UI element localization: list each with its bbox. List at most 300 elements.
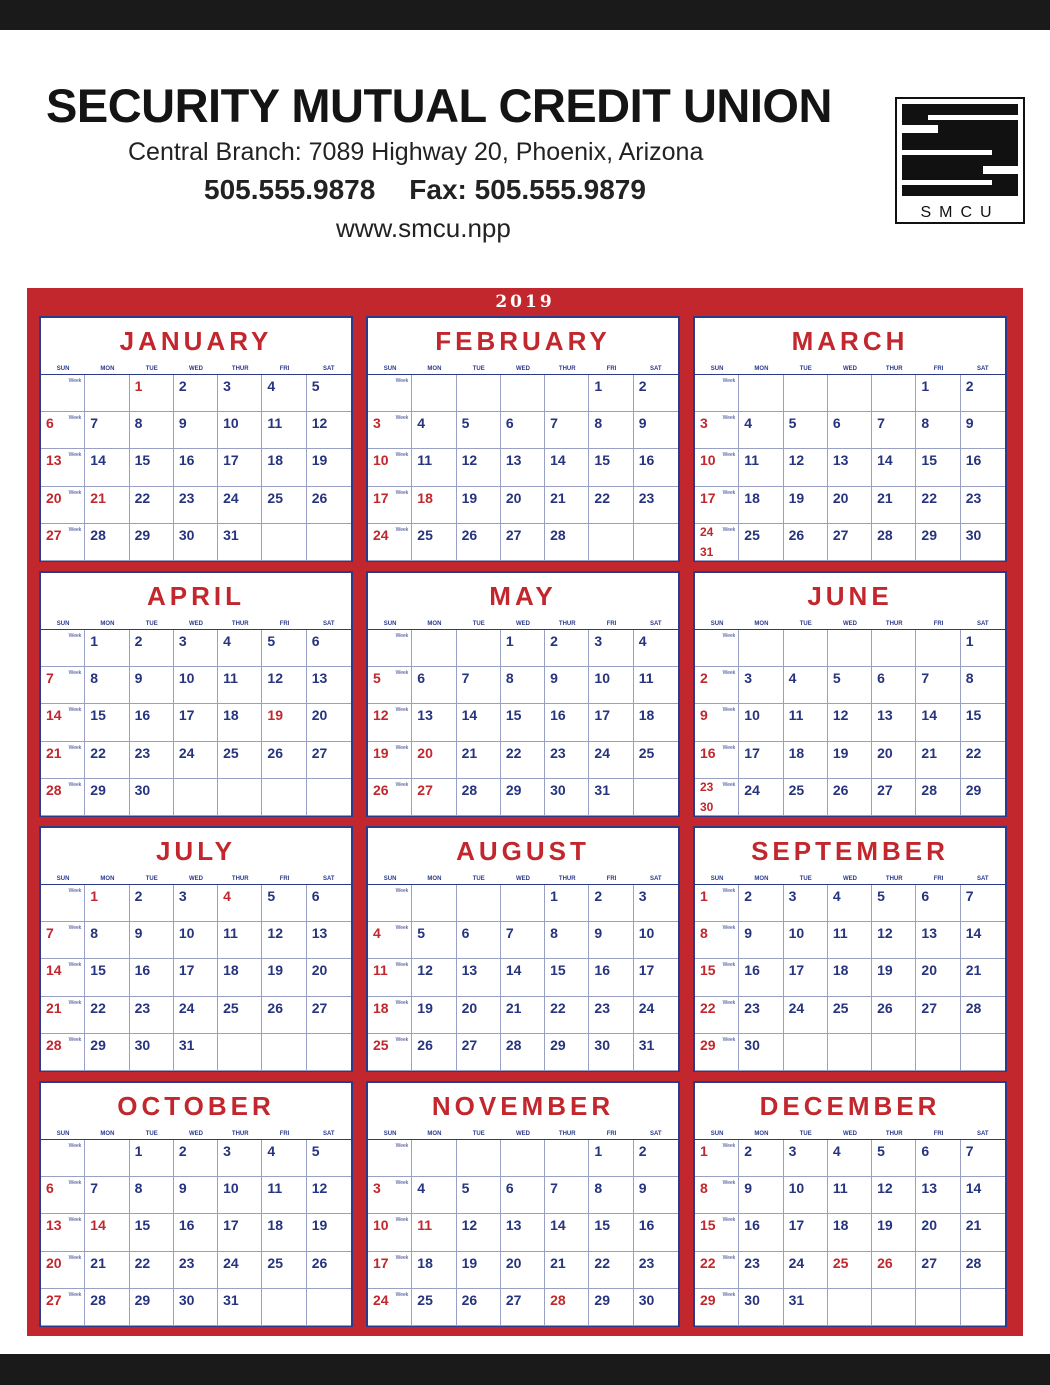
day-number: 11 bbox=[417, 1217, 433, 1234]
day-cell bbox=[695, 885, 739, 922]
day-number: 2 bbox=[965, 378, 974, 394]
day-cell bbox=[916, 412, 960, 449]
weekday-label: SAT bbox=[650, 876, 662, 882]
day-cell bbox=[307, 1252, 351, 1289]
day-cell bbox=[218, 487, 262, 524]
day-cell bbox=[262, 630, 306, 667]
day-number: 14 bbox=[90, 452, 106, 469]
day-cell bbox=[262, 1289, 306, 1326]
day-number: 10 bbox=[178, 925, 195, 942]
day-cell bbox=[739, 1034, 783, 1071]
week-marker: Week bbox=[395, 378, 409, 384]
day-cell bbox=[634, 487, 678, 524]
day-number: 6 bbox=[832, 415, 841, 432]
day-cell bbox=[41, 1140, 85, 1177]
month-december bbox=[693, 1081, 1007, 1327]
day-number: 7 bbox=[461, 670, 470, 687]
day-cell bbox=[130, 1289, 174, 1326]
week-marker: Week bbox=[722, 633, 736, 639]
day-number: 5 bbox=[788, 415, 797, 432]
day-cell bbox=[262, 412, 306, 449]
day-number: 13 bbox=[921, 1180, 937, 1197]
day-number: 18 bbox=[417, 489, 433, 506]
day-number: 23 bbox=[700, 779, 714, 794]
day-number: 16 bbox=[134, 962, 151, 979]
day-cell bbox=[41, 704, 85, 741]
day-cell bbox=[916, 1289, 960, 1326]
day-number: 18 bbox=[267, 1217, 283, 1234]
day-cell bbox=[41, 959, 85, 996]
day-cell bbox=[174, 1252, 218, 1289]
day-cell bbox=[218, 667, 262, 704]
weekday-label: WED bbox=[842, 366, 857, 372]
month-name: OCTOBER bbox=[117, 1091, 275, 1121]
day-cell bbox=[41, 779, 85, 816]
day-cell bbox=[634, 630, 678, 667]
day-cell bbox=[916, 1214, 960, 1251]
weekday-label: MON bbox=[754, 1131, 769, 1137]
day-cell bbox=[501, 742, 545, 779]
month-name: SEPTEMBER bbox=[751, 836, 949, 866]
day-number: 9 bbox=[178, 1180, 187, 1197]
day-cell bbox=[589, 779, 633, 816]
day-cell bbox=[41, 1252, 85, 1289]
day-cell bbox=[307, 742, 351, 779]
day-number: 30 bbox=[965, 526, 982, 543]
day-number: 10 bbox=[788, 1180, 805, 1197]
day-cell bbox=[412, 487, 456, 524]
day-number: 10 bbox=[638, 925, 655, 942]
day-number: 17 bbox=[178, 962, 195, 979]
day-cell bbox=[784, 667, 828, 704]
day-cell bbox=[174, 885, 218, 922]
weekday-label: THUR bbox=[558, 1131, 576, 1137]
weekday-header bbox=[368, 1129, 678, 1139]
day-number: 21 bbox=[550, 1254, 566, 1271]
day-number: 22 bbox=[700, 1254, 716, 1271]
day-cell bbox=[545, 487, 589, 524]
day-number: 24 bbox=[373, 1291, 389, 1308]
day-number: 29 bbox=[700, 1036, 716, 1053]
day-cell bbox=[739, 375, 783, 412]
day-number: 25 bbox=[417, 1291, 433, 1308]
day-number: 21 bbox=[921, 744, 937, 761]
day-cell bbox=[872, 524, 916, 561]
day-cell bbox=[262, 667, 306, 704]
day-number: 13 bbox=[46, 1217, 62, 1234]
day-number: 14 bbox=[965, 925, 982, 942]
day-number: 23 bbox=[134, 999, 151, 1016]
week-marker: Week bbox=[68, 1036, 82, 1043]
day-cell bbox=[872, 779, 916, 816]
day-number: 10 bbox=[373, 452, 389, 469]
day-cell bbox=[218, 922, 262, 959]
day-cell bbox=[457, 1214, 501, 1251]
day-cell bbox=[85, 922, 129, 959]
day-number: 24 bbox=[594, 744, 610, 761]
day-cell bbox=[545, 1177, 589, 1214]
day-cell bbox=[828, 742, 872, 779]
month-february bbox=[366, 316, 680, 562]
day-number: 20 bbox=[417, 744, 433, 761]
day-cell bbox=[85, 1289, 129, 1326]
day-cell bbox=[828, 779, 872, 816]
month-september bbox=[693, 826, 1007, 1072]
day-cell bbox=[784, 1289, 828, 1326]
day-number: 2 bbox=[594, 888, 603, 904]
day-number: 3 bbox=[178, 888, 187, 904]
day-cell bbox=[130, 1252, 174, 1289]
day-cell bbox=[916, 487, 960, 524]
day-cell bbox=[307, 412, 351, 449]
day-number: 16 bbox=[744, 962, 760, 979]
day-number: 22 bbox=[134, 1254, 151, 1271]
day-number: 14 bbox=[505, 962, 522, 979]
day-number: 19 bbox=[267, 962, 283, 979]
day-number: 9 bbox=[550, 670, 558, 687]
day-cell bbox=[85, 959, 129, 996]
day-number: 31 bbox=[223, 1291, 239, 1308]
day-cell bbox=[262, 779, 306, 816]
day-number: 13 bbox=[417, 707, 433, 724]
day-cell bbox=[457, 885, 501, 922]
day-cell bbox=[961, 1289, 1005, 1326]
week-marker: Week bbox=[68, 999, 82, 1006]
day-cell bbox=[412, 997, 456, 1034]
day-cell bbox=[457, 1034, 501, 1071]
day-cell bbox=[174, 487, 218, 524]
week-marker: Week bbox=[395, 633, 409, 639]
day-cell bbox=[174, 959, 218, 996]
day-cell bbox=[872, 1252, 916, 1289]
day-number: 16 bbox=[178, 1217, 195, 1234]
day-number: 30 bbox=[178, 526, 195, 543]
weekday-label: SAT bbox=[650, 366, 662, 372]
weekday-label: MON bbox=[100, 366, 115, 372]
day-cell bbox=[634, 922, 678, 959]
day-number: 11 bbox=[832, 1180, 848, 1197]
day-cell bbox=[130, 524, 174, 561]
day-number: 24 bbox=[638, 999, 655, 1016]
day-cell bbox=[739, 742, 783, 779]
day-number: 4 bbox=[373, 925, 381, 942]
day-cell bbox=[784, 1177, 828, 1214]
day-number: 14 bbox=[90, 1217, 106, 1234]
day-cell bbox=[457, 667, 501, 704]
day-number: 21 bbox=[965, 1217, 982, 1234]
day-cell bbox=[872, 630, 916, 667]
day-number: 23 bbox=[178, 489, 195, 506]
day-number: 12 bbox=[417, 962, 433, 979]
day-number: 17 bbox=[788, 1217, 805, 1234]
day-number: 2 bbox=[744, 888, 753, 904]
day-number: 2 bbox=[744, 1143, 753, 1159]
day-cell bbox=[695, 1140, 739, 1177]
day-number: 24 bbox=[373, 526, 389, 543]
day-cell bbox=[784, 959, 828, 996]
day-cell bbox=[218, 449, 262, 486]
day-cell bbox=[41, 997, 85, 1034]
day-cell bbox=[739, 1140, 783, 1177]
day-number: 27 bbox=[417, 781, 433, 798]
day-number: 3 bbox=[788, 888, 797, 904]
day-cell bbox=[174, 375, 218, 412]
day-number: 8 bbox=[134, 1180, 143, 1197]
day-cell bbox=[457, 524, 501, 561]
day-cell bbox=[828, 524, 872, 561]
day-number: 7 bbox=[965, 888, 974, 904]
day-number: 28 bbox=[90, 526, 106, 543]
day-cell bbox=[368, 412, 412, 449]
day-cell bbox=[457, 375, 501, 412]
day-number: 9 bbox=[178, 415, 187, 432]
phone-line bbox=[204, 174, 646, 206]
day-number: 19 bbox=[788, 489, 805, 506]
day-cell bbox=[218, 704, 262, 741]
day-number: 12 bbox=[311, 1180, 328, 1197]
day-number: 29 bbox=[134, 1291, 151, 1308]
day-number: 7 bbox=[90, 1180, 99, 1197]
day-cell bbox=[961, 922, 1005, 959]
day-number: 31 bbox=[788, 1291, 805, 1308]
day-cell bbox=[545, 779, 589, 816]
day-cell bbox=[961, 1252, 1005, 1289]
day-number: 15 bbox=[505, 707, 522, 724]
day-number: 28 bbox=[90, 1291, 106, 1308]
day-cell bbox=[589, 1252, 633, 1289]
day-cell bbox=[368, 742, 412, 779]
day-number: 13 bbox=[311, 925, 328, 942]
day-number: 16 bbox=[550, 707, 566, 724]
day-cell bbox=[828, 449, 872, 486]
day-number: 27 bbox=[832, 526, 849, 543]
day-number: 11 bbox=[373, 962, 388, 979]
day-number: 16 bbox=[134, 707, 151, 724]
day-cell bbox=[368, 524, 412, 561]
day-cell bbox=[501, 1252, 545, 1289]
day-cell bbox=[368, 779, 412, 816]
day-number: 24 bbox=[223, 1254, 239, 1271]
day-cell bbox=[961, 779, 1005, 816]
day-cell bbox=[589, 1214, 633, 1251]
day-cell bbox=[412, 449, 456, 486]
weekday-label: TUE bbox=[145, 366, 158, 372]
day-cell bbox=[85, 449, 129, 486]
day-number: 28 bbox=[877, 526, 893, 543]
day-cell bbox=[695, 487, 739, 524]
day-cell bbox=[634, 1034, 678, 1071]
day-cell bbox=[218, 997, 262, 1034]
day-cell bbox=[130, 922, 174, 959]
day-cell bbox=[174, 1289, 218, 1326]
day-number: 20 bbox=[921, 962, 937, 979]
day-number: 8 bbox=[594, 1180, 603, 1197]
day-number: 7 bbox=[877, 415, 885, 432]
day-cell bbox=[739, 779, 783, 816]
day-number: 29 bbox=[700, 1291, 716, 1308]
day-cell bbox=[872, 449, 916, 486]
day-number: 4 bbox=[223, 633, 231, 649]
day-number: 17 bbox=[373, 489, 389, 506]
day-cell bbox=[457, 487, 501, 524]
month-april bbox=[39, 571, 353, 817]
weekday-label: TUE bbox=[472, 876, 485, 882]
weekday-header bbox=[41, 1129, 351, 1139]
day-cell bbox=[307, 779, 351, 816]
day-number: 15 bbox=[700, 962, 716, 979]
day-number: 17 bbox=[594, 707, 610, 724]
day-cell bbox=[262, 449, 306, 486]
weekday-label: WED bbox=[188, 1131, 203, 1137]
weekday-header bbox=[41, 874, 351, 884]
week-marker: Week bbox=[722, 1180, 736, 1187]
day-cell bbox=[85, 1034, 129, 1071]
weekday-label: TUE bbox=[799, 366, 812, 372]
day-number: 1 bbox=[134, 378, 143, 394]
week-marker: Week bbox=[68, 1254, 82, 1261]
day-number: 16 bbox=[965, 452, 982, 469]
day-cell bbox=[174, 922, 218, 959]
day-cell bbox=[961, 1034, 1005, 1071]
day-cell bbox=[739, 1252, 783, 1289]
day-cell bbox=[828, 412, 872, 449]
day-number: 10 bbox=[594, 670, 610, 687]
day-cell bbox=[589, 375, 633, 412]
day-number: 14 bbox=[550, 1217, 566, 1234]
day-cell bbox=[916, 375, 960, 412]
day-number: 2 bbox=[638, 378, 647, 394]
day-cell bbox=[412, 779, 456, 816]
day-cell bbox=[262, 959, 306, 996]
day-cell bbox=[368, 667, 412, 704]
day-cell bbox=[828, 1140, 872, 1177]
day-cell bbox=[130, 704, 174, 741]
day-cell bbox=[307, 1177, 351, 1214]
weekday-label: WED bbox=[842, 876, 857, 882]
day-number: 29 bbox=[134, 526, 151, 543]
week-marker: Week bbox=[722, 744, 736, 751]
week-marker: Week bbox=[68, 744, 82, 751]
week-marker: Week bbox=[68, 670, 82, 677]
day-number: 8 bbox=[921, 415, 930, 432]
day-cell bbox=[368, 487, 412, 524]
day-cell bbox=[174, 1214, 218, 1251]
weekday-label: THUR bbox=[558, 366, 576, 372]
day-number: 22 bbox=[134, 489, 151, 506]
weekday-label: SAT bbox=[977, 876, 989, 882]
weekday-label: TUE bbox=[472, 1131, 485, 1137]
day-number: 13 bbox=[832, 452, 849, 469]
day-cell bbox=[218, 1214, 262, 1251]
day-number: 22 bbox=[965, 744, 982, 761]
day-cell bbox=[872, 1177, 916, 1214]
day-number: 3 bbox=[788, 1143, 797, 1159]
day-cell bbox=[501, 704, 545, 741]
day-cell bbox=[916, 704, 960, 741]
day-number: 25 bbox=[267, 489, 283, 506]
day-number: 20 bbox=[877, 744, 893, 761]
day-cell bbox=[307, 959, 351, 996]
weekday-label: TUE bbox=[799, 1131, 812, 1137]
week-marker: Week bbox=[395, 1217, 409, 1224]
smcu-logo bbox=[895, 97, 1025, 224]
day-number: 23 bbox=[550, 744, 566, 761]
day-number: 14 bbox=[877, 452, 893, 469]
day-cell bbox=[218, 524, 262, 561]
day-cell bbox=[501, 449, 545, 486]
day-cell bbox=[412, 630, 456, 667]
week-marker: Week bbox=[395, 707, 409, 714]
week-marker: Week bbox=[68, 415, 82, 422]
day-cell bbox=[368, 1214, 412, 1251]
week-marker: Week bbox=[68, 707, 82, 714]
day-number: 21 bbox=[965, 962, 982, 979]
week-marker: Week bbox=[395, 526, 409, 533]
day-number: 3 bbox=[700, 415, 708, 432]
week-marker: Week bbox=[395, 888, 409, 894]
day-cell bbox=[457, 1140, 501, 1177]
weekday-label: THUR bbox=[558, 621, 576, 627]
day-number: 27 bbox=[505, 1291, 522, 1308]
weekday-label: TUE bbox=[472, 366, 485, 372]
day-number: 30 bbox=[550, 781, 566, 798]
day-cell bbox=[218, 375, 262, 412]
day-number: 7 bbox=[965, 1143, 974, 1159]
day-cell bbox=[262, 375, 306, 412]
day-number: 9 bbox=[134, 670, 143, 687]
day-cell bbox=[130, 959, 174, 996]
weekday-label: TUE bbox=[145, 876, 158, 882]
day-cell bbox=[828, 1177, 872, 1214]
week-marker: Week bbox=[722, 378, 736, 384]
day-number: 10 bbox=[178, 670, 195, 687]
month-october bbox=[39, 1081, 353, 1327]
week-marker: Week bbox=[68, 962, 82, 969]
day-number: 19 bbox=[373, 744, 389, 761]
day-number: 25 bbox=[223, 744, 239, 761]
day-number: 23 bbox=[134, 744, 151, 761]
day-number: 14 bbox=[461, 707, 478, 724]
day-number: 1 bbox=[505, 633, 514, 649]
day-cell bbox=[412, 885, 456, 922]
day-number: 22 bbox=[921, 489, 937, 506]
day-cell bbox=[501, 1034, 545, 1071]
day-number: 21 bbox=[90, 489, 106, 506]
day-cell bbox=[872, 742, 916, 779]
weekday-label: SAT bbox=[323, 1131, 335, 1137]
weekday-label: SUN bbox=[383, 1131, 397, 1137]
day-number: 1 bbox=[965, 633, 974, 649]
day-cell bbox=[501, 1140, 545, 1177]
day-number: 27 bbox=[921, 999, 937, 1016]
week-marker: Week bbox=[722, 415, 736, 422]
weekday-label: SUN bbox=[710, 876, 724, 882]
day-number: 28 bbox=[550, 1291, 566, 1308]
month-name: MARCH bbox=[791, 326, 909, 356]
day-cell bbox=[85, 630, 129, 667]
day-grid bbox=[368, 374, 678, 561]
day-number: 23 bbox=[178, 1254, 195, 1271]
day-number: 19 bbox=[832, 744, 849, 761]
day-cell bbox=[545, 997, 589, 1034]
weekday-label: WED bbox=[515, 621, 530, 627]
day-cell bbox=[589, 630, 633, 667]
day-number: 1 bbox=[550, 888, 558, 904]
day-cell bbox=[457, 779, 501, 816]
day-number: 30 bbox=[594, 1036, 610, 1053]
day-number: 29 bbox=[594, 1291, 610, 1308]
day-cell bbox=[784, 779, 828, 816]
